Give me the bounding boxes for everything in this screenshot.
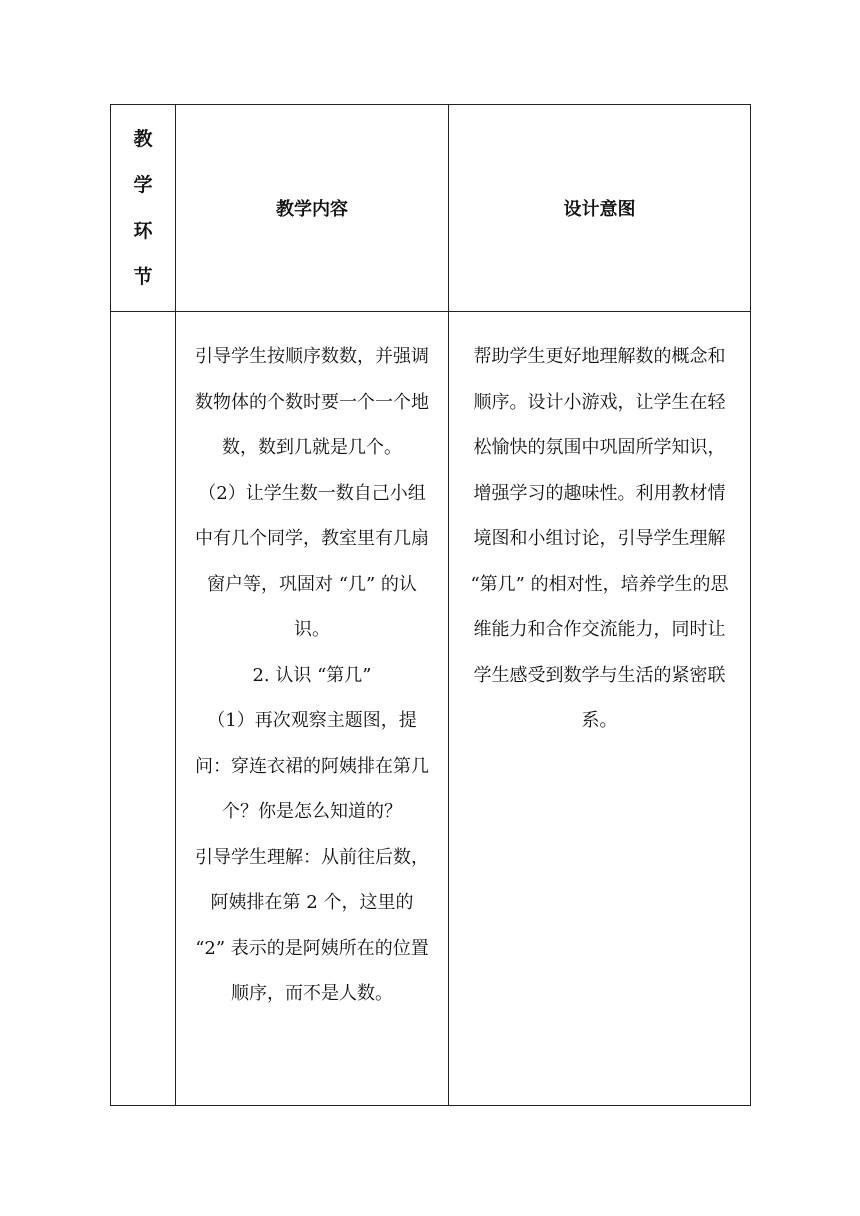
- header-design-intent: 设计意图: [449, 105, 751, 312]
- table-row: [111, 312, 751, 1106]
- intent-paragraph: 帮助学生更好地理解数的概念和顺序。设计小游戏，让学生在轻松愉快的氛围中巩固所学知识，增强学习的趣味性。利用教材情境图和小组讨论，引导学生理解 “第几” 的相对性，培养学生的思维能力和合作交流能力，同时让学生感受到数学与生活的紧密联系。: [470, 346, 729, 731]
- teaching-content-text: [176, 312, 448, 1017]
- content-cell: [176, 312, 449, 1106]
- content-paragraph-4: （1）再次观察主题图，提问：穿连衣裙的阿姨排在第几个？你是怎么知道的？: [195, 710, 429, 822]
- intent-cell: [449, 312, 751, 1106]
- content-paragraph-5: 引导学生理解：从前往后数，阿姨排在第 2 个，这里的 “2” 表示的是阿姨所在的位置顺序，而不是人数。: [195, 846, 429, 1004]
- lesson-plan-table: [110, 104, 751, 1106]
- header-stage-char-3: 环: [133, 220, 153, 242]
- content-paragraph-1: 引导学生按顺序数数，并强调数物体的个数时要一个一个地数，数到几就是几个。: [195, 346, 429, 458]
- header-teaching-content: 教学内容: [176, 105, 449, 312]
- design-intent-text: [449, 312, 750, 744]
- stage-cell: [111, 312, 176, 1106]
- table-header-row: [111, 105, 751, 312]
- content-paragraph-3: 2. 认识 “第几”: [252, 664, 372, 686]
- header-stage-char-2: 学: [133, 174, 153, 196]
- header-teaching-stage: [111, 105, 176, 312]
- content-paragraph-2: （2）让学生数一数自己小组中有几个同学，教室里有几扇窗户等，巩固对 “几” 的认识。: [195, 482, 429, 640]
- header-stage-char-1: 教: [133, 128, 153, 150]
- header-stage-char-4: 节: [133, 266, 153, 288]
